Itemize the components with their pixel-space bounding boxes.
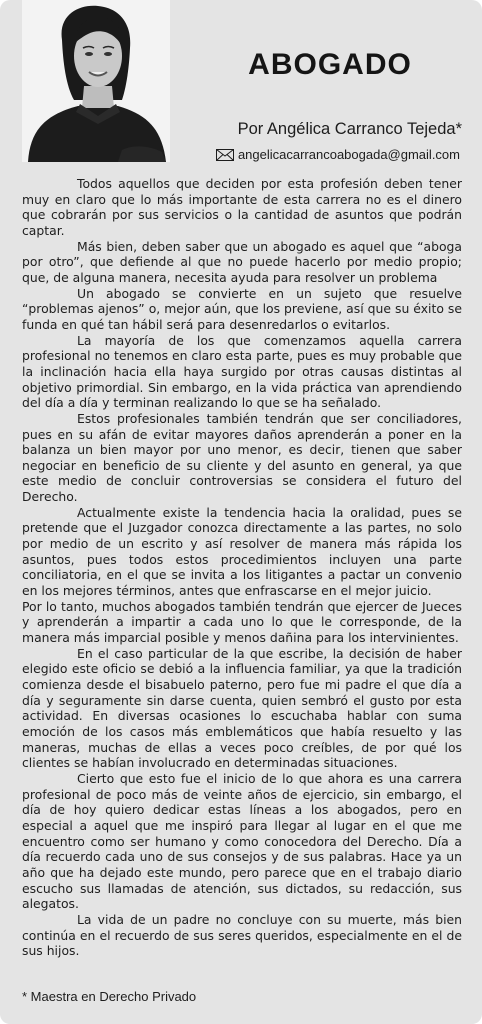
author-byline: Por Angélica Carranco Tejeda* (237, 120, 462, 138)
paragraph: Más bien, deben saber que un abogado es aquel que “aboga por otro”, que defiende al que no puede hacerlo por medio propio; que, de alguna manera, necesita ayuda para resolver un problema (22, 238, 462, 285)
paragraph: Estos profesionales también tendrán que ser conciliadores, pues en su afán de evitar mayores daños aprenderán a poner en la balanza un bien mayor por uno menor, es decir, tienen que saber negociar en beneficio de su cliente y del asunto en general, ya que este medio de concluir controversias se considera el futuro del Derecho. (22, 410, 462, 505)
paragraph: Un abogado se convierte en un sujeto que resuelve “problemas ajenos” o, mejor aún, que los previene, así que su éxito se funda en qué tan hábil será para desenredarlos o evitarlos. (22, 285, 462, 332)
paragraph: Cierto que esto fue el inicio de lo que ahora es una carrera profesional de poco más de veinte años de ejercicio, sin embargo, el día de hoy quiero dedicar estas líneas a los abogados, pero en especial a aquel que me inspiró para llegar al lugar en el que me encuentro como ser humano y como conocedora del Derecho. Día a día recuerdo cada uno de sus consejos y de sus palabras. Hace ya un año que ha dejado este mundo, pero parece que en el trabajo diario escucho sus llamadas de atención, sus dictados, su redacción, sus alegatos. (22, 770, 462, 912)
author-portrait-icon (22, 0, 170, 162)
article-title: ABOGADO (248, 48, 412, 81)
footnote: * Maestra en Derecho Privado (22, 989, 197, 1004)
paragraph: Por lo tanto, muchos abogados también tendrán que ejercer de Jueces y aprenderán a impartir a cada uno lo que le corresponde, de la manera más imparcial posible y menos dañina para los intervinientes. (22, 598, 462, 646)
article-body (22, 176, 462, 959)
envelope-icon (216, 149, 234, 161)
author-photo (22, 0, 170, 162)
paragraph: La mayoría de los que comenzamos aquella carrera profesional no tenemos en claro esta parte, pues es muy probable que la inclinación hacia ella haya surgido por otras causas distintas al objetivo primordial. Sin embargo, en la vida práctica van aprendiendo del día a día y terminan realizando lo que se ha señalado. (22, 332, 462, 411)
paragraph: Actualmente existe la tendencia hacia la oralidad, pues se pretende que el Juzgador conozca directamente a las partes, no solo por medio de un escrito y así resolver de manera más rápida los asuntos, pues todos estos procedimientos incluyen una parte conciliatoria, en el que se invita a los litigantes a pactar un convenio en los mejores términos, antes que enfrascarse en el mejor juicio. (22, 504, 462, 599)
paragraph: En el caso particular de la que escribe, la decisión de haber elegido este oficio se debió a la influencia familiar, ya que la tradición comienza desde el bisabuelo paterno, pero fue mi padre el que día a día y seguramente sin darse cuenta, quien sembró el gusto por esta actividad. En diversas ocasiones lo escuchaba hablar con suma emoción de los casos más emblemáticos que había resuelto y las maneras, muchas de ellas a veces poco creíbles, de por qué los clientes se habían involucrado en determinadas situaciones. (22, 645, 462, 771)
author-email[interactable]: angelicacarrancoabogada@gmail.com (237, 147, 460, 162)
author-email-row (216, 147, 460, 162)
paragraph: Todos aquellos que deciden por esta profesión deben tener muy en claro que lo más importante de esta carrera no es el dinero que cobrarán por sus servicios o la cantidad de asuntos que podrán captar. (22, 176, 462, 238)
paragraph: La vida de un padre no concluye con su muerte, más bien continúa en el recuerdo de sus seres queridos, especialmente en el de sus hijos. (22, 911, 462, 959)
